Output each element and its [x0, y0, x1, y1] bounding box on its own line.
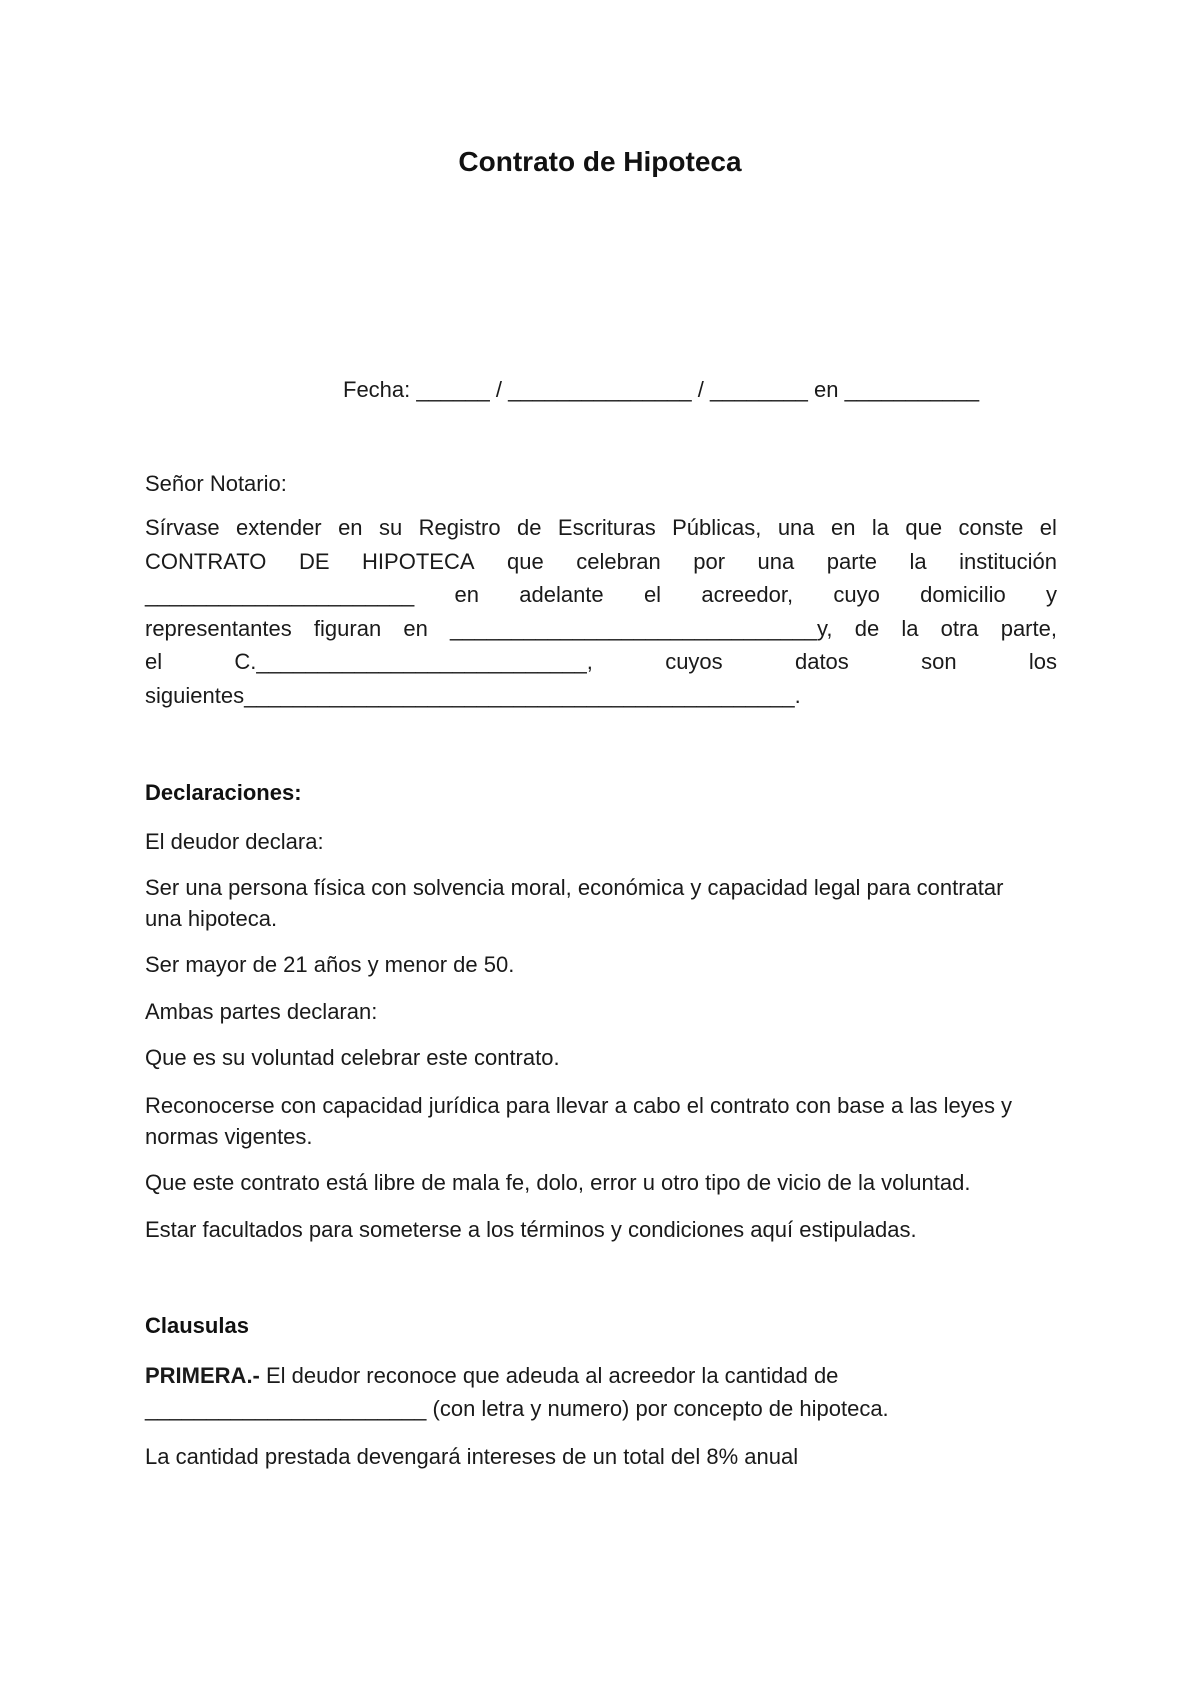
intro-word: Escrituras: [557, 515, 656, 540]
intro-line: [145, 578, 1057, 612]
intro-word: por: [693, 548, 726, 574]
intro-word: DE: [298, 548, 330, 574]
clausulas-heading: Clausulas: [145, 1313, 249, 1338]
partes-item-1: Que es su voluntad celebrar este contrato.: [145, 1045, 560, 1070]
intro-word: parte: [826, 548, 877, 574]
clausula-primera: [145, 1360, 1057, 1391]
intro-word: CONTRATO: [145, 548, 267, 574]
partes-item-4: Estar facultados para someterse a los términos y condiciones aquí estipuladas.: [145, 1217, 917, 1242]
intro-word: cuyos: [665, 649, 723, 675]
clausula-primera-line-2: _______________________ (con letra y numero) por concepto de hipoteca.: [145, 1396, 889, 1421]
intro-line: [145, 511, 1057, 545]
fecha-line: Fecha: ______ / _______________ / ________ en ___________: [343, 377, 980, 402]
intro-word: HIPOTECA: [362, 548, 475, 574]
intro-word: de: [854, 615, 880, 641]
intro-word: figuran: [313, 615, 382, 641]
intro-word: el: [643, 582, 662, 608]
intro-word: que: [905, 515, 943, 540]
intro-word: el: [1039, 515, 1057, 540]
intro-word: institución: [959, 548, 1057, 574]
intro-line: [145, 679, 1057, 713]
declaraciones-heading: Declaraciones:: [145, 780, 302, 805]
intro-word: Registro: [418, 515, 501, 540]
intro-line: [145, 645, 1057, 679]
intro-word: que: [507, 548, 544, 574]
intro-line: [145, 612, 1057, 646]
intro-word: conste: [958, 515, 1024, 540]
clausula-primera-text: El deudor reconoce que adeuda al acreedor la cantidad de: [259, 1363, 839, 1388]
intro-word: en: [338, 515, 363, 540]
intro-word: son: [921, 649, 957, 675]
partes-label: Ambas partes declaran:: [145, 999, 378, 1024]
intro-word: en: [403, 615, 428, 641]
intro-word: adelante: [519, 582, 604, 608]
intro-word: ______________________________y,: [450, 615, 833, 641]
intro-word: ______________________: [145, 582, 415, 608]
document-title: Contrato de Hipoteca: [458, 146, 742, 177]
intro-word: de: [516, 515, 542, 540]
deudor-item-1: Ser una persona física con solvencia moral, económica y capacidad legal para contratar una hipoteca.: [145, 875, 1004, 931]
intro-word: la: [909, 548, 927, 574]
intro-word: acreedor,: [701, 582, 794, 608]
intro-word: representantes: [145, 615, 292, 641]
intro-word: C.___________________________,: [234, 649, 593, 675]
clausula-interes: La cantidad prestada devengará intereses de un total del 8% anual: [145, 1444, 799, 1469]
intro-word: los: [1028, 649, 1057, 675]
intro-word: cuyo: [833, 582, 880, 608]
intro-word: la: [901, 615, 919, 641]
intro-word: en: [454, 582, 479, 608]
intro-word: Públicas,: [672, 515, 762, 540]
intro-word: Sírvase: [145, 515, 220, 540]
intro-word: siguientes_____________________________________________.: [145, 682, 801, 708]
clausula-primera-label: PRIMERA.-: [145, 1363, 260, 1388]
intro-word: y: [1046, 582, 1057, 608]
deudor-label: El deudor declara:: [145, 829, 324, 854]
intro-word: celebran: [576, 548, 661, 574]
intro-word: parte,: [1000, 615, 1057, 641]
partes-item-3: Que este contrato está libre de mala fe, dolo, error u otro tipo de vicio de la voluntad.: [145, 1170, 971, 1195]
salutation: Señor Notario:: [145, 471, 287, 496]
intro-word: una: [777, 515, 815, 540]
intro-word: domicilio: [920, 582, 1006, 608]
intro-word: su: [378, 515, 403, 540]
intro-line: [145, 545, 1057, 579]
intro-paragraph: [145, 511, 1057, 713]
intro-word: en: [830, 515, 856, 540]
intro-word: la: [871, 515, 889, 540]
partes-item-2: Reconocerse con capacidad jurídica para llevar a cabo el contrato con base a las leyes y normas vigentes.: [145, 1093, 1013, 1149]
intro-word: extender: [236, 515, 322, 540]
intro-word: otra: [940, 615, 979, 641]
intro-word: datos: [794, 649, 849, 675]
intro-word: una: [757, 548, 795, 574]
intro-word: el: [145, 649, 163, 675]
deudor-item-2: Ser mayor de 21 años y menor de 50.: [145, 952, 515, 977]
